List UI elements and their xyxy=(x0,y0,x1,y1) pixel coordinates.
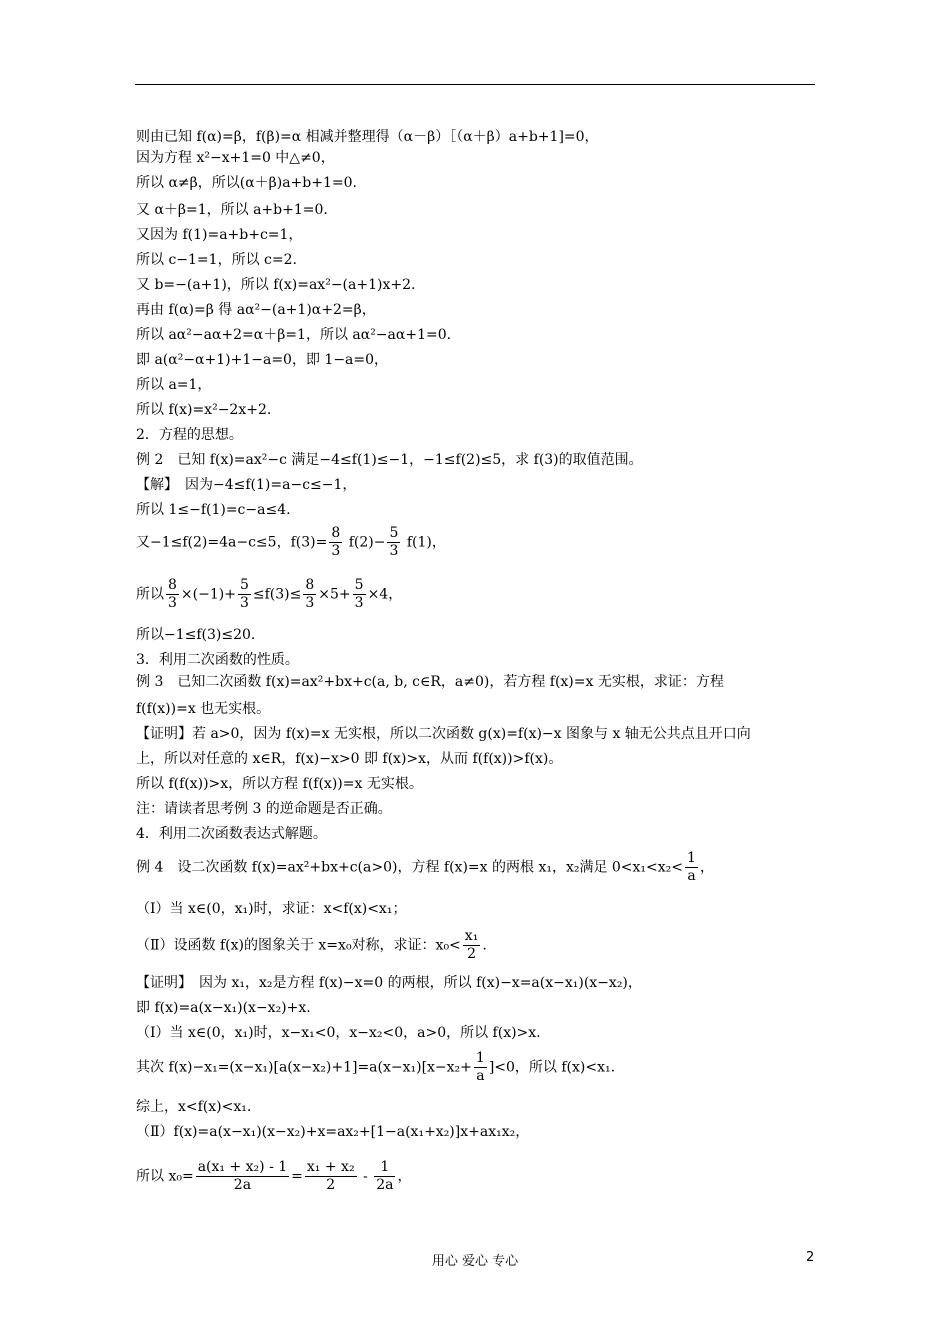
text-line: 所以 c−1=1，所以 c=2. xyxy=(136,252,297,268)
note: 注：请读者思考例 3 的逆命题是否正确。 xyxy=(136,801,392,817)
fraction: $\frac{\text{a(x₁ + x₂) - 1}}{2a}$ xyxy=(197,1159,288,1193)
text-line: 即 f(x)=a(x−x₁)(x−x₂)+x. xyxy=(136,1000,311,1016)
fraction: $\frac{8}{3}$ xyxy=(168,577,177,611)
fraction: $\frac{1}{a}$ xyxy=(475,1050,485,1084)
text-line-with-fractions: 所以 x₀= $\frac{\text{a(x₁ + x₂) - 1}}{2a}$ = $\frac{\text{x₁ + x₂}}{2}$ - $\frac{1}{2a}$ ， xyxy=(136,1159,412,1193)
fraction: $\frac{1}{2a}$ xyxy=(376,1159,394,1193)
text-line-with-fractions: 又−1≤f(2)=4a−c≤5，f(3)= $\frac{8}{3}$ f(2)− $\frac{5}{3}$ f(1)， xyxy=(136,525,446,559)
fraction: $\frac{1}{a}$ xyxy=(687,850,696,884)
text-line: 所以 α≠β，所以(α＋β)a+b+1=0. xyxy=(136,175,357,191)
fraction: $\frac{5}{3}$ xyxy=(354,577,364,611)
text-line: 所以 aα²−aα+2=α＋β=1，所以 aα²−aα+1=0. xyxy=(136,327,452,343)
text-line: 上，所以对任意的 x∈R，f(x)−x>0 即 f(x)>x，从而 f(f(x))>f(x)。 xyxy=(136,751,563,767)
text-line: 综上，x<f(x)<x₁. xyxy=(136,1099,252,1115)
example-statement: 例 4 设二次函数 f(x)=ax²+bx+c(a>0)，方程 f(x)=x 的两根 x₁，x₂满足 0<x₁<x₂< $\frac{1}{a}$ ， xyxy=(136,850,714,884)
section-heading: 2．方程的思想。 xyxy=(136,427,243,443)
text-line: 再由 f(α)=β 得 aα²−(a+1)α+2=β， xyxy=(136,302,376,318)
section-heading: 4．利用二次函数表达式解题。 xyxy=(136,826,327,842)
text-line: 又 α＋β=1，所以 a+b+1=0. xyxy=(136,202,328,218)
example-statement: 例 2 已知 f(x)=ax²−c 满足−4≤f(1)≤−1，−1≤f(2)≤5，求 f(3)的取值范围。 xyxy=(136,452,643,468)
text-line: 则由已知 f(α)=β，f(β)=α 相减并整理得（α－β）［（α＋β）a+b+1]=0， xyxy=(136,129,599,145)
text-line: 所以 a=1， xyxy=(136,377,212,393)
text-line: （Ⅱ）f(x)=a(x−x₁)(x−x₂)+x=ax₂+[1−a(x₁+x₂)]x+ax₁x₂， xyxy=(136,1124,530,1140)
text-line: 即 a(α²−α+1)+1−a=0，即 1−a=0， xyxy=(136,352,389,368)
fraction: $\frac{5}{3}$ xyxy=(239,577,249,611)
text-line-with-fractions: 其次 f(x)−x₁=(x−x₁)[a(x−x₂)+1]=a(x−x₁)[x−x₂+ $\frac{1}{a}$ ]<0，所以 f(x)<x₁. xyxy=(136,1050,616,1084)
text-line: 【解】 因为−4≤f(1)=a−c≤−1， xyxy=(136,477,357,493)
text-line: （Ⅰ）当 x∈(0，x₁)时，求证：x<f(x)<x₁； xyxy=(136,901,407,917)
fraction: $\frac{\text{x₁}}{2}$ xyxy=(464,928,479,962)
text-line-with-fractions: 所以 $\frac{8}{3}$ ×(−1)+ $\frac{5}{3}$ ≤f(3)≤ $\frac{8}{3}$ ×5+ $\frac{5}{3}$ ×4， xyxy=(136,577,403,611)
example-statement: 例 3 已知二次函数 f(x)=ax²+bx+c(a, b, c∈R，a≠0)，若方程 f(x)=x 无实根，求证：方程 xyxy=(136,674,724,690)
text-line: f(f(x))=x 也无实根。 xyxy=(136,701,271,717)
text-line: 【证明】 因为 x₁，x₂是方程 f(x)−x=0 的两根，所以 f(x)−x=a(x−x₁)(x−x₂)， xyxy=(136,975,642,991)
fraction: $\frac{8}{3}$ xyxy=(331,525,341,559)
fraction: $\frac{8}{3}$ xyxy=(305,577,315,611)
text-line: 所以 f(x)=x²−2x+2. xyxy=(136,402,272,418)
fraction: $\frac{5}{3}$ xyxy=(389,525,399,559)
fraction: $\frac{\text{x₁ + x₂}}{2}$ xyxy=(306,1159,355,1193)
text-line-with-fractions: （Ⅱ）设函数 f(x)的图象关于 x=x₀对称，求证：x₀< $\frac{\text{x₁}}{2}$ . xyxy=(136,928,487,962)
page-number: 2 xyxy=(806,1250,815,1265)
text-line: 又 b=−(a+1)，所以 f(x)=ax²−(a+1)x+2. xyxy=(136,277,416,293)
text-line: 【证明】若 a>0，因为 f(x)=x 无实根，所以二次函数 g(x)=f(x)−x 图象与 x 轴无公共点且开口向 xyxy=(136,726,751,742)
page-footer: 用心 爱心 专心 xyxy=(431,1254,519,1269)
text-line: （Ⅰ）当 x∈(0，x₁)时，x−x₁<0，x−x₂<0，a>0，所以 f(x)>x. xyxy=(136,1025,541,1041)
section-heading: 3．利用二次函数的性质。 xyxy=(136,652,299,668)
text-line: 所以 f(f(x))>x，所以方程 f(f(x))=x 无实根。 xyxy=(136,776,423,792)
text-line: 所以 1≤−f(1)=c−a≤4. xyxy=(136,502,291,518)
text-line: 因为方程 x²−x+1=0 中△≠0， xyxy=(136,150,335,166)
text-line: 又因为 f(1)=a+b+c=1， xyxy=(136,227,303,243)
text-line: 所以−1≤f(3)≤20. xyxy=(136,627,256,643)
header-rule xyxy=(135,84,815,85)
